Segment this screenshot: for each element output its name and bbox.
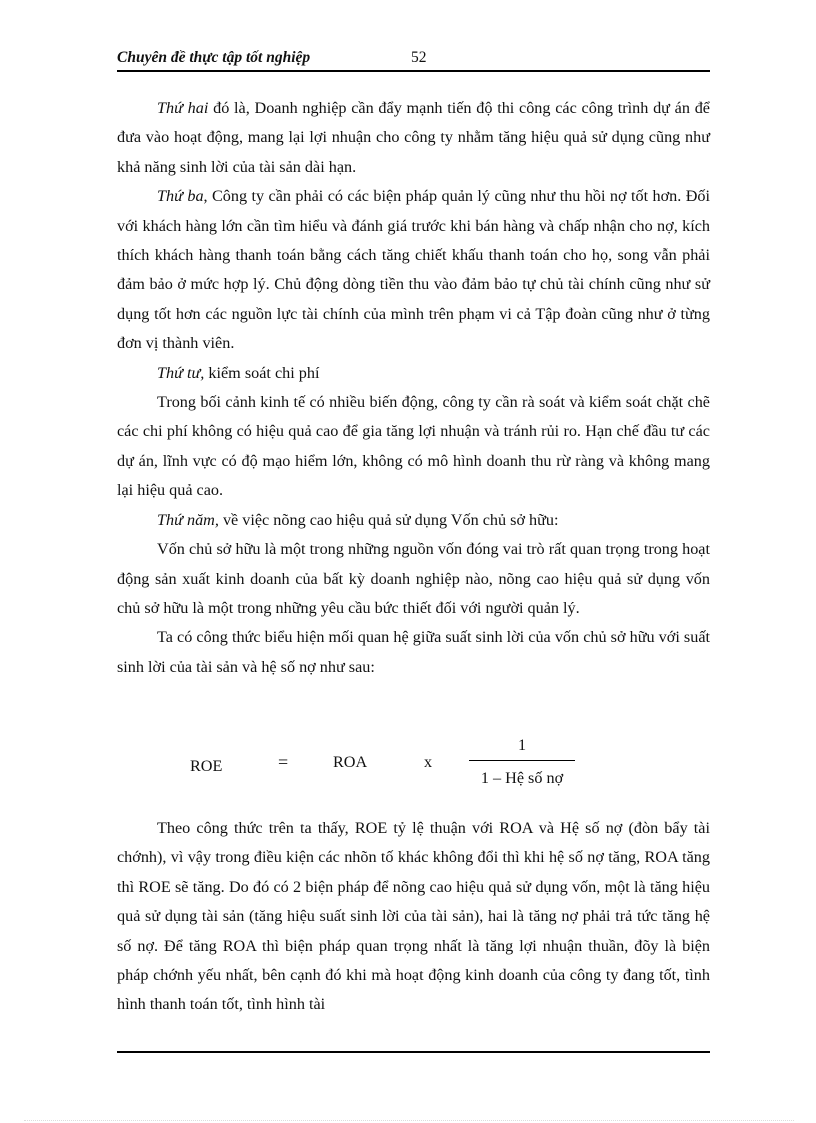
header-title: Chuyên đề thực tập tốt nghiệp	[117, 49, 311, 66]
paragraph	[117, 623, 710, 682]
paragraph-text: Ta có công thức biểu hiện mối quan hệ giữa suất sinh lời của vốn chủ sở hữu với suất sinh lời của tài sản và hệ số nợ như sau:	[117, 628, 710, 676]
page-header	[117, 49, 710, 71]
formula-denominator: 1 – Hệ số nợ	[480, 769, 564, 787]
fraction-bar	[469, 760, 575, 761]
formula-times: x	[424, 753, 433, 771]
body-text-top	[117, 94, 710, 682]
paragraph	[117, 388, 710, 506]
formula-term: ROA	[333, 753, 368, 771]
page-edge	[24, 1120, 794, 1121]
paragraph-lead: Thứ tư,	[157, 363, 205, 382]
paragraph-lead: Thứ hai	[157, 99, 209, 117]
paragraph	[117, 182, 710, 358]
body-text-bottom	[117, 814, 710, 1020]
formula-equals: =	[278, 752, 289, 772]
header-rule	[117, 70, 710, 72]
paragraph-text: về việc nõng cao hiệu quả sử dụng Vốn chủ sở hữu:	[218, 510, 559, 529]
paragraph-lead: Thứ ba	[157, 187, 204, 206]
paragraph-text: Theo công thức trên ta thấy, ROE tỷ lệ thuận với ROA và Hệ số nợ (đòn bẩy tài chớnh), vì vậy trong điều kiện các nhõn tố khác không đổi thì khi hệ số nợ tăng, ROA tăng thì ROE sẽ tăng. Do đó có 2 biện pháp để nõng cao hiệu quả sử dụng vốn, một là tăng hiệu quả sử dụng tài sản (tăng hiệu suất sinh lời của tài sản), hai là tăng nợ phải trả tức tăng hệ số nợ. Để tăng ROA thì biện pháp quan trọng nhất là tăng lợi nhuận thuần, đõy là biện pháp chớnh yếu nhất, bên cạnh đó khi mà hoạt động kinh doanh của công ty đang tốt, tình hình thanh toán tốt, tình hình tài	[117, 819, 710, 1014]
paragraph-text: Vốn chủ sở hữu là một trong những nguồn vốn đóng vai trò rất quan trọng trong hoạt động sản xuất kinh doanh của bất kỳ doanh nghiệp nào, nõng cao hiệu quả sử dụng vốn chủ sở hữu là một trong những yêu cầu bức thiết đối với người quản lý.	[117, 540, 710, 617]
paragraph	[117, 535, 710, 623]
paragraph-text: đó là, Doanh nghiệp cần đẩy mạnh tiến độ thi công các công trình dự án để đưa vào hoạt động, mang lại lợi nhuận cho công ty nhằm tăng hiệu quả sử dụng cũng như khả năng sinh lời của tài sản dài hạn.	[117, 99, 710, 176]
paragraph-lead: Thứ năm,	[157, 510, 219, 529]
paragraph	[117, 94, 710, 182]
paragraph-text: , Công ty cần phải có các biện pháp quản lý cũng như thu hồi nợ tốt hơn. Đối với khách hàng lớn cần tìm hiểu và đánh giá trước khi bán hàng và chấp nhận cho nợ, kích thích khách hàng thanh toán bằng cách tăng chiết khấu thanh toán cho họ, song vẫn phải đảm bảo ở mức hợp lý. Chủ động dòng tiền thu vào đảm bảo tự chủ tài chính cũng như sử dụng tốt hơn các nguồn lực tài chính của mình trên phạm vi cả Tập đoàn cũng như ở từng đơn vị thành viên.	[117, 187, 711, 353]
paragraph	[117, 506, 710, 535]
page-number: 52	[411, 49, 427, 66]
formula-fraction	[469, 734, 575, 789]
paragraph	[117, 814, 710, 1020]
paragraph-text: Trong bối cảnh kinh tế có nhiều biến động, công ty cần rà soát và kiểm soát chặt chẽ các chi phí không có hiệu quả cao để gia tăng lợi nhuận và tránh rủi ro. Hạn chế đầu tư các dự án, lĩnh vực có độ mạo hiểm lớn, không có mô hình doanh thu rừ ràng và không mang lại hiệu quả cao.	[117, 393, 710, 500]
formula-numerator: 1	[517, 736, 527, 754]
paragraph-text: kiểm soát chi phí	[204, 363, 320, 382]
roe-formula	[117, 734, 710, 794]
paragraph	[117, 359, 710, 388]
formula-lhs: ROE	[190, 757, 223, 775]
footer-rule	[117, 1051, 710, 1053]
